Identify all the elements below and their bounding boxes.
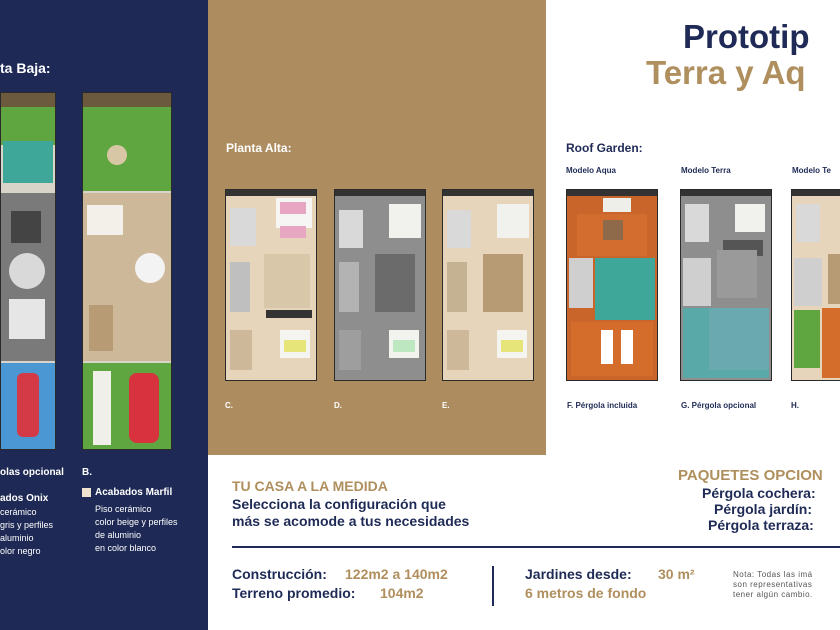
terreno-value: 104m2 (380, 585, 424, 601)
floor-plan-e (442, 189, 534, 381)
note-text (733, 570, 813, 600)
finish-a-line: olor negro (0, 546, 41, 556)
package-item: Pérgola jardín: (714, 501, 813, 517)
floor-plan-b (82, 92, 172, 450)
vertical-divider (492, 566, 494, 606)
plan-label-c: C. (225, 401, 233, 410)
note-line: tener algún cambio. (733, 590, 813, 599)
finish-b-line: Piso cerámico (95, 504, 152, 514)
finish-b-line: en color blanco (95, 543, 157, 553)
plan-label-d: D. (334, 401, 342, 410)
finish-b-line: color beige y perfiles (95, 517, 178, 527)
roof-plan-f (566, 189, 658, 381)
finish-b-desc (95, 503, 178, 555)
floor-plan-a (0, 92, 56, 450)
model-label-te: Modelo Te (792, 166, 831, 175)
package-item: Pérgola terraza: (708, 517, 814, 533)
jardines-label: Jardines desde: (525, 566, 632, 582)
label-b-letter: B. (82, 467, 92, 478)
label-a: olas opcional (0, 467, 64, 478)
note-line: Nota: Todas las imá (733, 570, 813, 579)
finish-a-line: cerámico (0, 507, 37, 517)
headline: TU CASA A LA MEDIDA (232, 478, 388, 494)
finish-a-desc (0, 506, 53, 558)
title-prototipo: Prototip (683, 18, 810, 55)
finish-b-title: Acabados Marfil (95, 487, 173, 498)
floor-plan-c (225, 189, 317, 381)
fondo-text: 6 metros de fondo (525, 585, 647, 601)
divider-line (232, 546, 840, 548)
terreno-label: Terreno promedio: (232, 585, 356, 601)
floor-plan-d (334, 189, 426, 381)
finish-a-line: aluminio (0, 533, 34, 543)
caption-h: H. (791, 401, 799, 410)
finish-a-title: ados Onix (0, 493, 49, 504)
model-label-aqua: Modelo Aqua (566, 166, 616, 175)
subline-2: más se acomode a tus necesidades (232, 513, 470, 529)
roof-plan-g (680, 189, 772, 381)
packages-title: PAQUETES OPCION (678, 467, 823, 484)
note-line: son representativas (733, 580, 813, 589)
title-terra-aqua: Terra y Aq (646, 54, 806, 91)
planta-alta-title: Planta Alta: (226, 141, 292, 155)
model-label-terra: Modelo Terra (681, 166, 731, 175)
package-item: Pérgola cochera: (702, 485, 816, 501)
caption-f: F. Pérgola incluida (567, 401, 638, 410)
plan-label-e: E. (442, 401, 450, 410)
roof-garden-title: Roof Garden: (566, 141, 643, 155)
construccion-label: Construcción: (232, 566, 327, 582)
marfil-swatch (82, 488, 91, 497)
construccion-value: 122m2 a 140m2 (345, 566, 448, 582)
finish-a-line: gris y perfiles (0, 520, 54, 530)
caption-g: G. Pérgola opcional (681, 401, 757, 410)
jardines-value: 30 m² (658, 566, 695, 582)
roof-plan-h (791, 189, 840, 381)
planta-baja-title: ta Baja: (0, 60, 51, 76)
finish-b-line: de aluminio (95, 530, 142, 540)
subline-1: Selecciona la configuración que (232, 496, 446, 512)
